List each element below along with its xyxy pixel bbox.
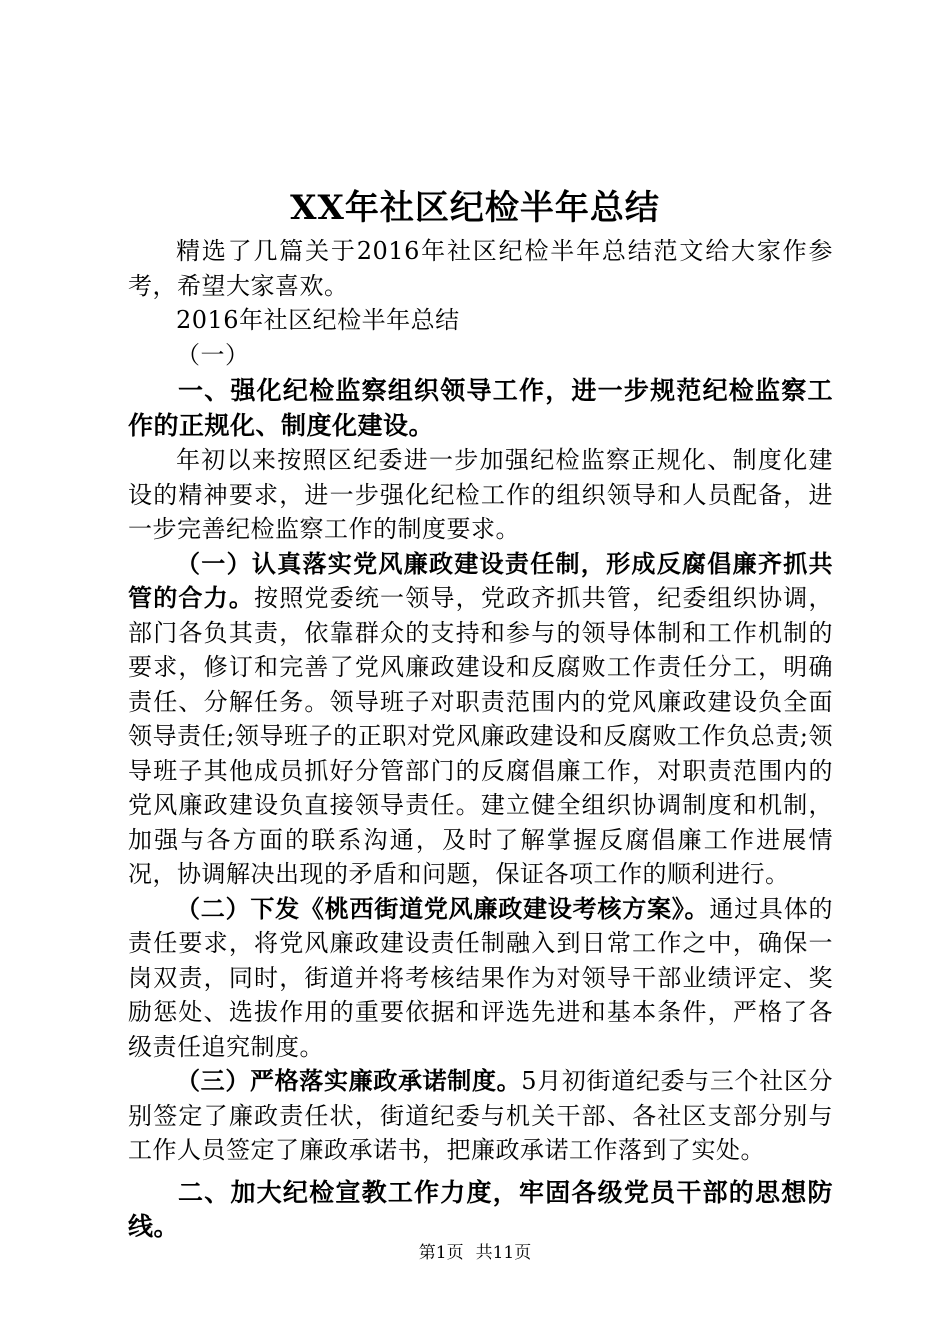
item-3-paragraph <box>128 1064 833 1168</box>
intro-paragraph: 精选了几篇关于2016年社区纪检半年总结范文给大家作参考，希望大家喜欢。 <box>128 237 833 300</box>
document-title: XX年社区纪检半年总结 <box>290 188 660 228</box>
item-1-paragraph <box>128 547 833 892</box>
section-2-heading: 二、加大纪检宣教工作力度，牢固各级党员干部的思想防线。 <box>128 1177 833 1241</box>
part-marker: （一） <box>176 340 250 369</box>
page-footer <box>0 1241 950 1265</box>
item-3-text: 5月初街道纪委与三个社区分别签定了廉政责任状，街道纪委与机关干部、各社区支部分别与工作人员签定了廉政承诺书，把廉政承诺工作落到了实处。 <box>128 1067 833 1164</box>
item-1-text: 按照党委统一领导，党政齐抓共管，纪委组织协调，部门各负其责，依靠群众的支持和参与的领导体制和工作机制的要求，修订和完善了党风廉政建设和反腐败工作责任分工，明确责任、分解任务。领导班子对职责范围内的党风廉政建设负全面领导责任;领导班子的正职对党风廉政建设和反腐败工作负总责;领导班子其他成员抓好分管部门的反腐倡廉工作，对职责范围内的党风廉政建设负直接领导责任。建立健全组织协调制度和机制，加强与各方面的联系沟通，及时了解掌握反腐倡廉工作进展情况，协调解决出现的矛盾和问题，保证各项工作的顺利进行。 <box>128 584 834 888</box>
item-1-title: （一）认真落实党风廉政建设责任制，形成反腐倡廉齐抓共管的合力。 <box>128 548 833 612</box>
section-1-heading: 一、强化纪检监察组织领导工作，进一步规范纪检监察工作的正规化、制度化建设。 <box>128 376 833 440</box>
page-number: 第1页 <box>418 1243 464 1263</box>
document-body <box>128 234 833 1245</box>
section-1-paragraph: 年初以来按照区纪委进一步加强纪检监察正规化、制度化建设的精神要求，进一步强化纪检工作的组织领导和人员配备，进一步完善纪检监察工作的制度要求。 <box>128 446 833 543</box>
subtitle-line: 2016年社区纪检半年总结 <box>176 306 460 334</box>
item-2-title: （二）下发《桃西街道党风廉政建设考核方案》。 <box>176 893 710 923</box>
item-3-title: （三）严格落实廉政承诺制度。 <box>176 1066 522 1095</box>
item-2-paragraph <box>128 892 833 1065</box>
item-2-text: 通过具体的责任要求，将党风廉政建设责任制融入到日常工作之中，确保一岗双责，同时，街道并将考核结果作为对领导干部业绩评定、奖励惩处、选拔作用的重要依据和评选先进和基本条件，严格了各级责任追究制度。 <box>128 894 834 1061</box>
page-total: 共11页 <box>475 1243 532 1263</box>
